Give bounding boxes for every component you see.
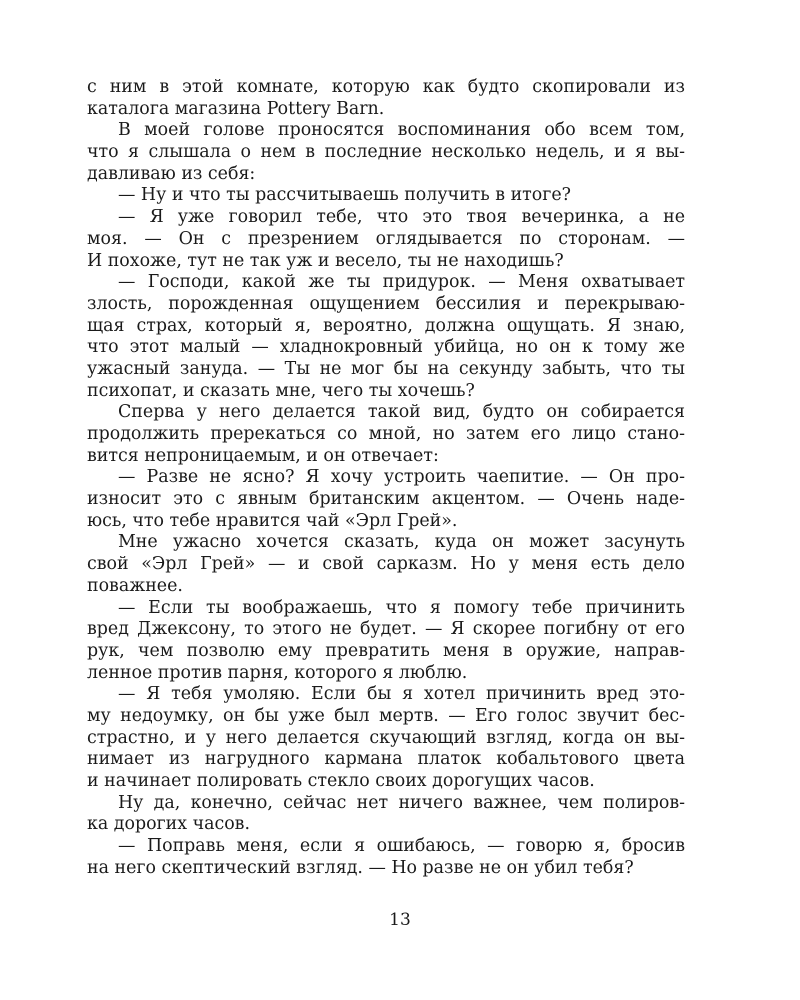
text-line: И похоже, тут не так уж и весело, ты не находишь?: [87, 250, 564, 271]
text-line: свой «Эрл Грей» — и свой сарказм. Но у меня есть дело: [87, 554, 685, 575]
text-line: — Ну и что ты рассчитываешь получить в итоге?: [118, 185, 571, 206]
text-line: злость, порожденная ощущением бессилия и перекрываю-: [87, 293, 685, 314]
text-line: продолжить пререкаться со мной, но затем его лицо стано-: [87, 424, 685, 444]
text-line: — Если ты воображаешь, что я помогу тебе причинить: [118, 597, 685, 618]
text-line: — Я тебя умоляю. Если бы я хотел причинить вред это-: [118, 684, 685, 705]
text-line: психопат, и сказать мне, чего ты хочешь?: [87, 380, 475, 401]
text-line: давливаю из себя:: [87, 163, 256, 184]
text-line: на него скептический взгляд. — Но разве не он убил тебя?: [87, 857, 634, 878]
text-line: Мне ужасно хочется сказать, куда он может засунуть: [118, 532, 685, 553]
text-line: вред Джексону, то этого не будет. — Я скорее погибну от его: [87, 619, 685, 640]
text-line: В моей голове проносятся воспоминания обо всем том,: [118, 120, 685, 141]
text-line: моя. — Он с презрением оглядывается по сторонам. —: [87, 228, 685, 249]
text-line: ленное против парня, которого я люблю.: [87, 662, 468, 683]
text-line: — Разве не ясно? Я хочу устроить чаепитие. — Он про-: [118, 467, 685, 488]
text-line: с ним в этой комнате, которую как будто скопировали из: [87, 77, 685, 97]
text-line: вится непроницаемым, и он отвечает:: [87, 445, 439, 466]
text-line: рук, чем позволю ему превратить меня в оружие, направ-: [87, 640, 685, 661]
text-line: каталога магазина Pottery Barn.: [87, 98, 385, 119]
text-line: — Я уже говорил тебе, что это твоя вечеринка, а не: [118, 207, 685, 228]
text-line: ужасный зануда. — Ты не мог бы на секунду забыть, что ты: [87, 358, 685, 379]
text-line: щая страх, который я, вероятно, должна ощущать. Я знаю,: [87, 315, 685, 336]
page-number: 13: [389, 910, 411, 930]
text-line: му недоумку, он бы уже был мертв. — Его голос звучит бес-: [87, 705, 685, 726]
text-line: поважнее.: [87, 575, 183, 596]
text-line: и начинает полировать стекло своих дорогущих часов.: [87, 771, 595, 791]
text-line: нимает из нагрудного кармана платок кобальтового цвета: [87, 749, 685, 770]
text-line: ка дорогих часов.: [87, 814, 250, 835]
text-line: — Господи, какой же ты придурок. — Меня охватывает: [118, 272, 685, 293]
text-line: что этот малый — хладнокровный убийца, но он к тому же: [87, 337, 685, 358]
text-line: что я слышала о нем в последние несколько недель, и я вы-: [87, 142, 685, 163]
text-line: Сперва у него делается такой вид, будто он собирается: [118, 402, 685, 423]
text-line: страстно, и у него делается скучающий взгляд, когда он вы-: [87, 727, 685, 748]
text-line: юсь, что тебе нравится чай «Эрл Грей».: [87, 510, 458, 531]
body-text: [87, 77, 685, 879]
text-line: Ну да, конечно, сейчас нет ничего важнее, чем полиров-: [118, 792, 685, 813]
text-line: — Поправь меня, если я ошибаюсь, — говорю я, бросив: [118, 836, 685, 857]
text-line: износит это с явным британским акцентом. — Очень наде-: [87, 489, 685, 510]
